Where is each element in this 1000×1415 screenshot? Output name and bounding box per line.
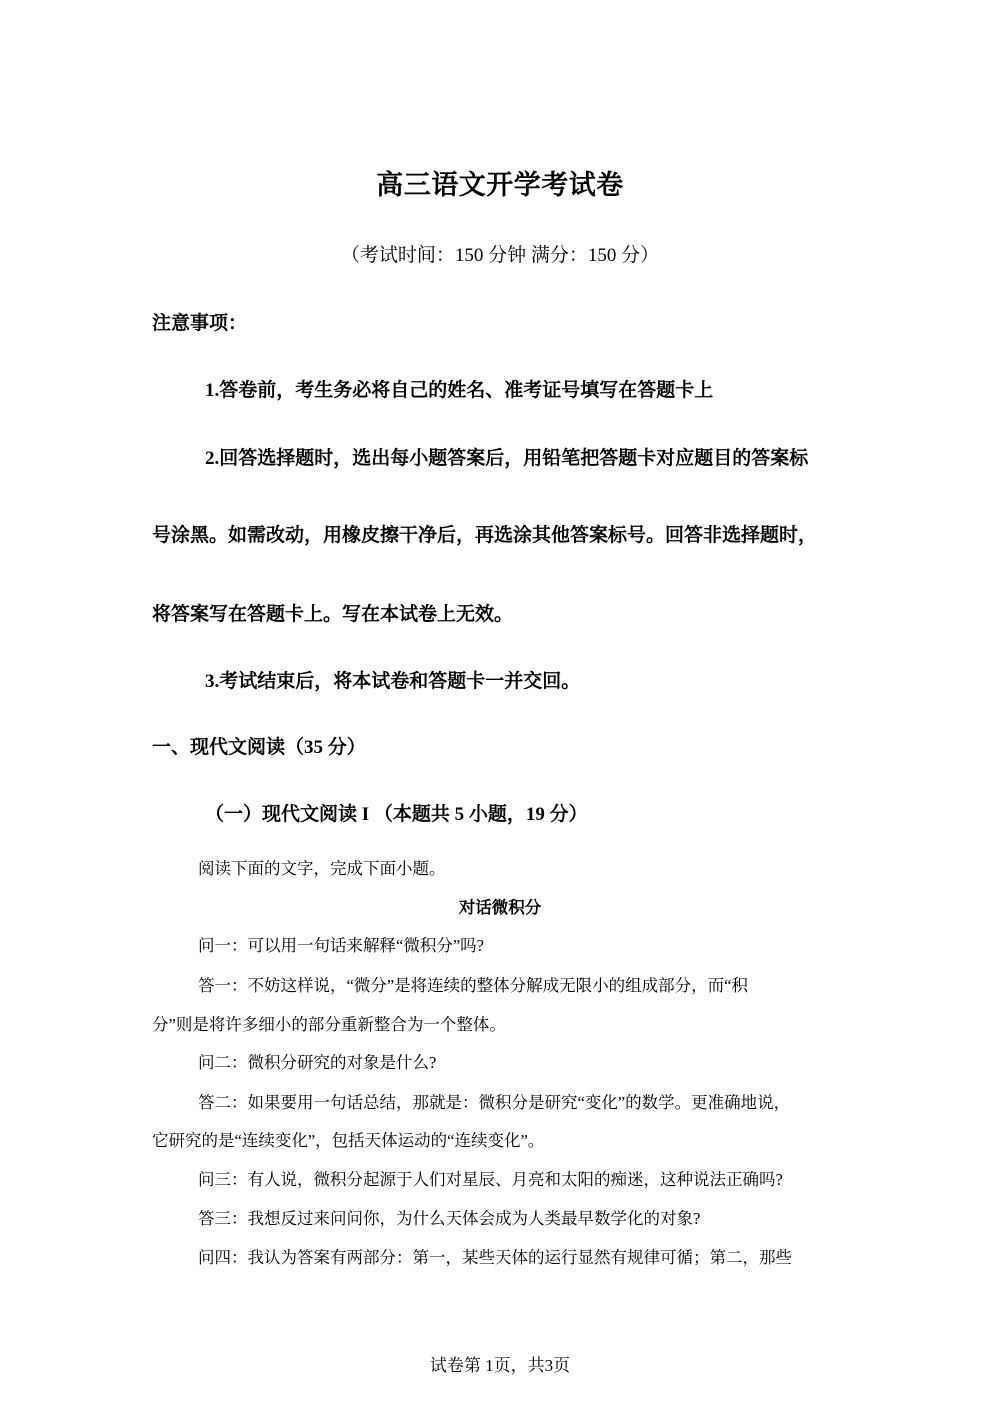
passage-title: 对话微积分 <box>458 898 542 917</box>
passage-line: 分”则是将许多细小的部分重新整合为一个整体。 <box>152 1015 506 1034</box>
passage-line: 答二：如果要用一句话总结，那就是：微积分是研究“变化”的数学。更准确地说， <box>198 1093 791 1112</box>
passage-line: 它研究的是“连续变化”，包括天体运动的“连续变化”。 <box>152 1131 545 1150</box>
section-heading: 一、现代文阅读（35 分） <box>152 737 366 758</box>
notice-item-2-line-2: 号涂黑。如需改动，用橡皮擦干净后，再选涂其他答案标号。回答非选择题时， <box>152 525 818 546</box>
passage-line: 问二：微积分研究的对象是什么? <box>198 1053 437 1072</box>
reading-instruction: 阅读下面的文字，完成下面小题。 <box>198 859 446 878</box>
exam-info: （考试时间：150 分钟 满分：150 分） <box>340 245 660 266</box>
passage-line: 问三：有人说，微积分起源于人们对星辰、月亮和太阳的痴迷，这种说法正确吗? <box>198 1170 783 1189</box>
subsection-heading: （一）现代文阅读 I （本题共 5 小题，19 分） <box>205 804 588 825</box>
page-title: 高三语文开学考试卷 <box>376 170 624 200</box>
passage-line: 问四：我认为答案有两部分：第一，某些天体的运行显然有规律可循；第二，那些 <box>198 1248 792 1267</box>
notice-item-2-line-3: 将答案写在答题卡上。写在本试卷上无效。 <box>152 604 514 625</box>
passage-line: 问一：可以用一句话来解释“微积分”吗? <box>198 936 484 955</box>
notice-item-3: 3.考试结束后，将本试卷和答题卡一并交回。 <box>205 671 581 692</box>
passage-line: 答一：不妨这样说，“微分”是将连续的整体分解成无限小的组成部分，而“积 <box>198 976 748 995</box>
notice-heading: 注意事项： <box>152 313 248 334</box>
notice-item-1: 1.答卷前，考生务必将自己的姓名、准考证号填写在答题卡上 <box>205 380 714 401</box>
notice-item-2-line-1: 2.回答选择题时，选出每小题答案后，用铅笔把答题卡对应题目的答案标 <box>205 448 809 469</box>
passage-line: 答三：我想反过来问问你，为什么天体会成为人类最早数学化的对象? <box>198 1209 701 1228</box>
page-footer: 试卷第 1页，共3页 <box>429 1356 571 1375</box>
